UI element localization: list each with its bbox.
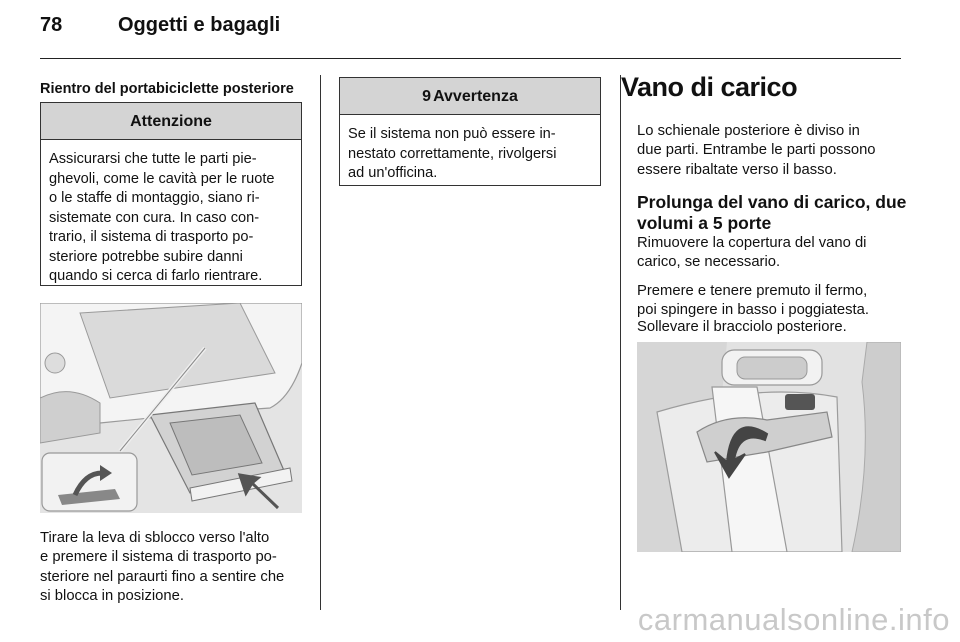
step-line: Rimuovere la copertura del vano di: [637, 235, 867, 251]
caution-line: ghevoli, come le cavità per le ruote: [49, 170, 275, 187]
instruction-line: steriore nel paraurti fino a sentire che: [40, 568, 285, 585]
intro-line: Lo schienale posteriore è diviso in: [637, 123, 860, 139]
armrest-drawing: [637, 342, 901, 552]
caution-line: steriore potrebbe subire danni: [49, 248, 243, 265]
warning-text: [340, 115, 600, 184]
step-line: Sollevare il bracciolo posteriore.: [637, 319, 847, 335]
page-number: 78: [40, 14, 63, 36]
bike-carrier-illustration: [40, 303, 302, 513]
warning-title: Avvertenza: [433, 88, 518, 105]
intro-line: essere ribaltate verso il basso.: [637, 161, 837, 178]
bike-carrier-instruction: [40, 529, 284, 607]
caution-line: quando si cerca di farlo rientrare.: [49, 268, 263, 284]
warning-line: nestato correttamente, rivolgersi: [348, 145, 557, 162]
cargo-subtitle: [637, 192, 906, 234]
bike-carrier-subheading: Rientro del portabiciclette posteriore: [40, 81, 294, 97]
caution-text: [41, 140, 301, 287]
cargo-intro: [637, 122, 876, 180]
step-line: poi spingere in basso i poggiatesta.: [637, 302, 869, 319]
column-divider-right: [620, 75, 621, 610]
warning-line: Se il sistema non può essere in-: [348, 126, 556, 142]
cargo-section-title: Vano di carico: [621, 72, 798, 102]
warning-line: ad un'officina.: [348, 165, 438, 181]
cargo-step-1: [637, 234, 866, 273]
armrest-illustration: [637, 342, 901, 552]
caution-line: sistemate con cura. In caso con-: [49, 209, 260, 226]
caution-line: trario, il sistema di trasporto po-: [49, 229, 254, 245]
column-divider-left: [320, 75, 321, 610]
watermark: carmanualsonline.info: [637, 602, 950, 637]
caution-title: Attenzione: [41, 103, 301, 140]
subtitle-line: volumi a 5 porte: [637, 213, 772, 233]
instruction-line: Tirare la leva di sblocco verso l'alto: [40, 530, 270, 546]
warning-header: [340, 78, 600, 115]
section-title: Oggetti e bagagli: [118, 14, 281, 36]
step-line: carico, se necessario.: [637, 254, 781, 271]
step-line: Premere e tenere premuto il fermo,: [637, 283, 868, 299]
warning-box: [339, 77, 601, 186]
cargo-step-3: [637, 318, 847, 337]
bike-carrier-drawing: [40, 303, 302, 513]
intro-line: due parti. Entrambe le parti possono: [637, 142, 876, 159]
cargo-step-2: [637, 282, 869, 321]
instruction-line: e premere il sistema di trasporto po-: [40, 549, 277, 566]
warning-triangle-icon: 9: [422, 88, 432, 105]
subtitle-line: Prolunga del vano di carico, due: [637, 192, 907, 212]
instruction-line: si blocca in posizione.: [40, 588, 184, 605]
caution-line: Assicurarsi che tutte le parti pie-: [49, 151, 257, 167]
caution-box: [40, 102, 302, 286]
caution-line: o le staffe di montaggio, siano ri-: [49, 190, 260, 206]
header-divider: [40, 58, 901, 59]
